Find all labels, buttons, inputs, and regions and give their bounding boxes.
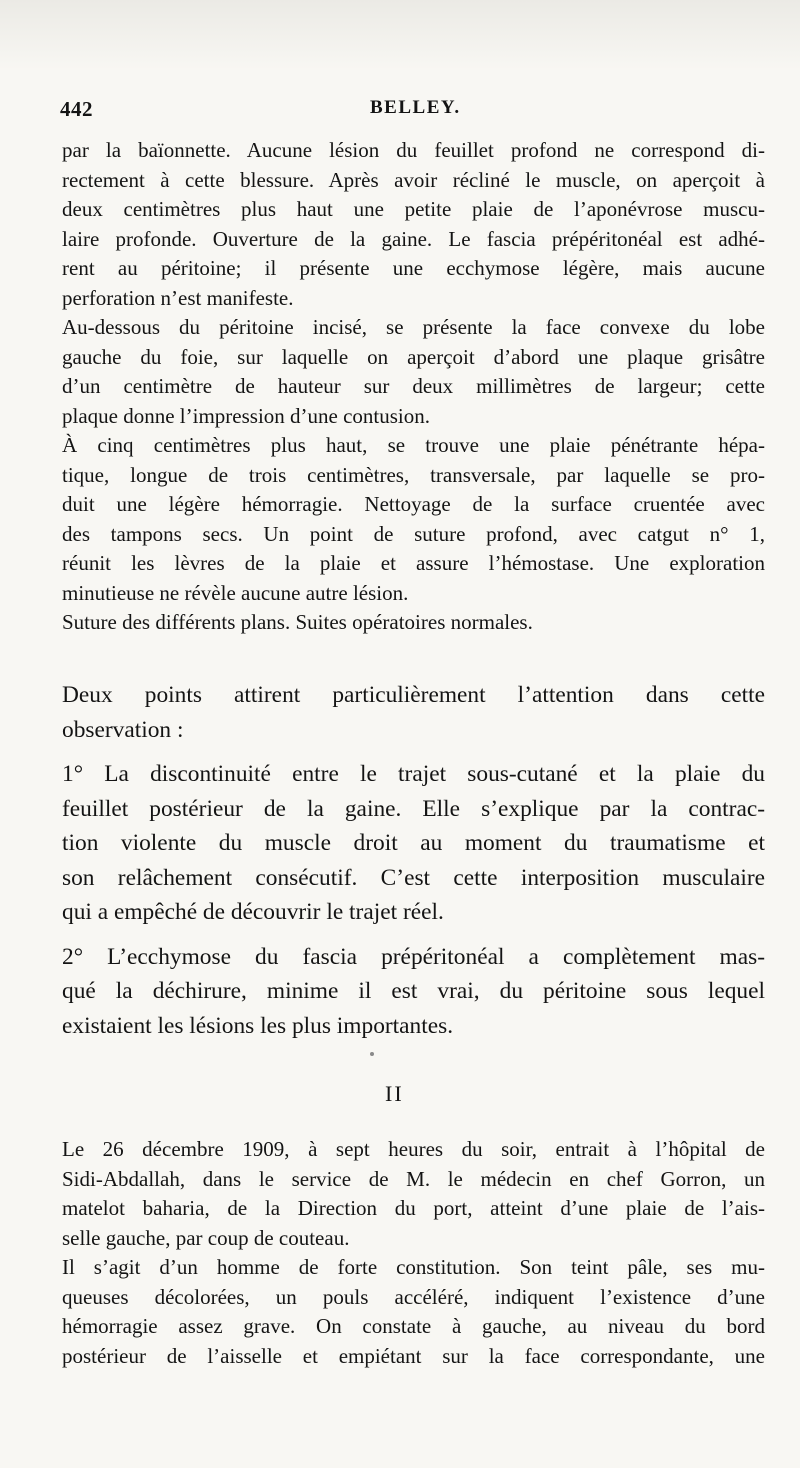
text-line: 2° L’ecchymose du fascia prépéritonéal a complètement mas- (62, 943, 765, 970)
text-line: laire profonde. Ouverture de la gaine. Le fascia prépéritonéal est adhé- (62, 226, 765, 251)
case-two-text (62, 1135, 765, 1371)
text-line: d’un centimètre de hauteur sur deux millimètres de largeur; cette (62, 374, 765, 398)
text-line: observation : (62, 716, 184, 743)
page-number: 442 (60, 97, 93, 121)
text-line: deux centimètres plus haut une petite plaie de l’aponévrose muscu- (62, 197, 765, 221)
text-line: queuses décolorées, un pouls accéléré, indiquent l’existence d’une (62, 1284, 765, 1309)
text-line: Le 26 décembre 1909, à sept heures du soir, entrait à l’hôpital de (62, 1137, 765, 1161)
text-line: duit une légère hémorragie. Nettoyage de la surface cruentée avec (62, 492, 765, 516)
text-line: perforation n’est manifeste. (62, 285, 294, 310)
running-head: BELLEY. (370, 97, 461, 118)
text-line: feuillet postérieur de la gaine. Elle s’explique par la contrac- (62, 795, 765, 822)
text-line: son relâchement consécutif. C’est cette interposition musculaire (62, 864, 765, 891)
text-line: À cinq centimètres plus haut, se trouve une plaie pénétrante hépa- (62, 433, 765, 457)
text-line: tique, longue de trois centimètres, transversale, par laquelle se pro- (62, 462, 765, 487)
text-line: existaient les lésions les plus importantes. (62, 1012, 454, 1039)
section-heading: II (385, 1081, 404, 1106)
ink-speck (370, 1052, 374, 1056)
text-line: réunit les lèvres de la plaie et assure l’hémostase. Une exploration (62, 551, 765, 575)
text-line: des tampons secs. Un point de suture profond, avec catgut n° 1, (62, 521, 765, 546)
text-line: matelot baharia, de la Direction du port, atteint d’une plaie de l’ais- (62, 1196, 765, 1220)
observation-text (62, 136, 765, 638)
text-line: 1° La discontinuité entre le trajet sous-cutané et la plaie du (62, 761, 765, 787)
text-line: hémorragie assez grave. On constate à gauche, au niveau du bord (62, 1314, 765, 1338)
text-line: postérieur de l’aisselle et empiétant sur la face correspondante, une (62, 1343, 765, 1368)
page-header (60, 97, 750, 127)
text-line: selle gauche, par coup de couteau. (62, 1225, 350, 1250)
text-line: Il s’agit d’un homme de forte constitution. Son teint pâle, ses mu- (62, 1255, 765, 1279)
text-line: qué la déchirure, minime il est vrai, du péritoine sous lequel (62, 978, 765, 1004)
discussion-text (62, 678, 765, 1043)
page-top-shading (0, 0, 800, 70)
text-line: Au-dessous du péritoine incisé, se présente la face convexe du lobe (62, 315, 765, 339)
text-line: tion violente du muscle droit au moment du traumatisme et (62, 830, 765, 856)
text-line: Suture des différents plans. Suites opératoires normales. (62, 610, 533, 634)
text-line: rent au péritoine; il présente une ecchymose légère, mais aucune (62, 256, 765, 280)
text-line: par la baïonnette. Aucune lésion du feuillet profond ne correspond di- (62, 138, 765, 162)
text-line: rectement à cette blessure. Après avoir récliné le muscle, on aperçoit à (62, 167, 765, 192)
text-line: Deux points attirent particulièrement l’attention dans cette (62, 682, 765, 708)
text-line: plaque donne l’impression d’une contusion. (62, 403, 431, 428)
text-line: minutieuse ne révèle aucune autre lésion. (62, 580, 409, 605)
text-line: qui a empêché de découvrir le trajet réel. (62, 899, 444, 925)
text-line: Sidi-Abdallah, dans le service de M. le médecin en chef Gorron, un (62, 1166, 765, 1191)
text-line: gauche du foie, sur laquelle on aperçoit d’abord une plaque grisâtre (62, 344, 765, 369)
